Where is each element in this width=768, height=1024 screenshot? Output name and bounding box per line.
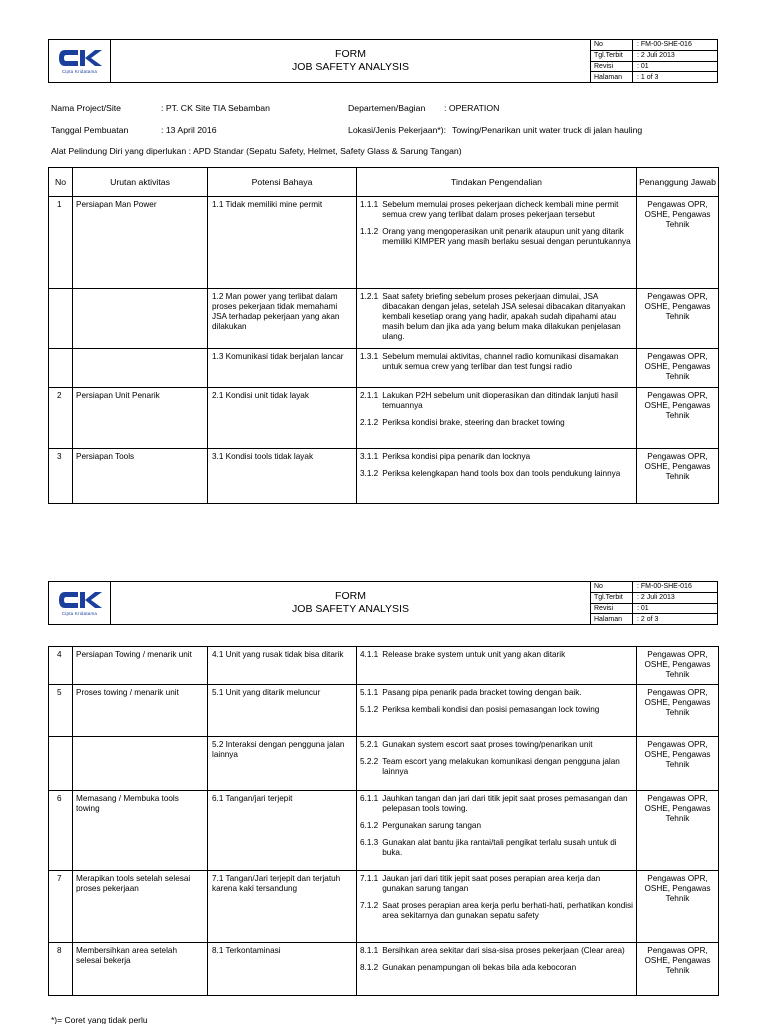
activity-cell: Merapikan tools setelah selesai proses pekerjaan (73, 871, 208, 943)
control-number: 6.1.2 (360, 821, 379, 830)
company-logo (49, 40, 111, 82)
control-number: 1.3.1 (360, 352, 379, 361)
control-number: 1.2.1 (360, 292, 379, 301)
control-item (360, 452, 633, 462)
activity-cell: Persiapan Man Power (73, 197, 208, 289)
hazard-cell: 8.1 Terkontaminasi (208, 943, 357, 996)
responsible-cell: Pengawas OPR, OSHE, Pengawas Tehnik (637, 388, 719, 449)
table-row (49, 388, 719, 449)
date-line (51, 125, 643, 135)
table-row (49, 685, 719, 737)
responsible-cell: Pengawas OPR, OSHE, Pengawas Tehnik (637, 791, 719, 871)
col-header-responsible: Penanggung Jawab (637, 168, 719, 197)
control-item (360, 418, 633, 428)
control-item (360, 874, 633, 894)
row-number: 4 (49, 647, 73, 685)
control-text: Orang yang mengoperasikan unit penarik ataupun unit yang ditarik memiliki KIMPER yang masih berlaku sesuai dengan peruntukannya (382, 227, 631, 246)
meta-value: : FM-00-SHE-016 (637, 41, 692, 49)
responsible-cell: Pengawas OPR, OSHE, Pengawas Tehnik (637, 647, 719, 685)
responsible-cell: Pengawas OPR, OSHE, Pengawas Tehnik (637, 349, 719, 388)
meta-value: : 01 (637, 604, 649, 612)
row-number (49, 289, 73, 349)
col-header-hazard: Potensi Bahaya (208, 168, 357, 197)
col-header-activity: Urutan aktivitas (73, 168, 208, 197)
logo-text: Cipta Kridatama (61, 611, 98, 616)
control-number: 8.1.2 (360, 963, 379, 972)
responsible-cell: Pengawas OPR, OSHE, Pengawas Tehnik (637, 449, 719, 504)
jsa-table-page1 (48, 167, 719, 504)
hazard-cell: 5.2 Interaksi dengan pengguna jalan lainnya (208, 737, 357, 791)
hazard-cell: 3.1 Kondisi tools tidak layak (208, 449, 357, 504)
control-number: 3.1.2 (360, 469, 379, 478)
meta-value: : 2 Juli 2013 (637, 52, 675, 60)
control-item (360, 740, 633, 750)
control-text: Gunakan system escort saat proses towing/penarikan unit (382, 740, 593, 749)
row-number: 1 (49, 197, 73, 289)
form-title-line1: FORM (335, 590, 366, 602)
control-cell (357, 791, 637, 871)
row-number: 5 (49, 685, 73, 737)
hazard-cell: 1.1 Tidak memiliki mine permit (208, 197, 357, 289)
form-title (111, 582, 590, 624)
control-number: 5.2.1 (360, 740, 379, 749)
meta-value: : 01 (637, 62, 649, 70)
control-number: 8.1.1 (360, 946, 379, 955)
control-cell (357, 197, 637, 289)
row-number: 2 (49, 388, 73, 449)
meta-label: Halaman (591, 72, 633, 82)
table-row (49, 449, 719, 504)
control-item (360, 821, 633, 831)
responsible-cell: Pengawas OPR, OSHE, Pengawas Tehnik (637, 943, 719, 996)
activity-cell: Memasang / Membuka tools towing (73, 791, 208, 871)
row-number (49, 737, 73, 791)
table-row (49, 197, 719, 289)
responsible-cell: Pengawas OPR, OSHE, Pengawas Tehnik (637, 871, 719, 943)
table-row (49, 349, 719, 388)
hazard-cell: 5.1 Unit yang ditarik meluncur (208, 685, 357, 737)
control-text: Jaukan jari dari titik jepit saat poses perapian area kerja dan gunakan sarung tangan (382, 874, 601, 893)
control-number: 7.1.2 (360, 901, 379, 910)
form-title-line1: FORM (335, 48, 366, 60)
control-number: 6.1.3 (360, 838, 379, 847)
table-header-row (49, 168, 719, 197)
table-row (49, 871, 719, 943)
meta-label: No (591, 582, 633, 592)
control-number: 2.1.1 (360, 391, 379, 400)
control-item (360, 200, 633, 220)
jsa-table-page2 (48, 646, 719, 996)
control-item (360, 705, 633, 715)
form-title-line2: JOB SAFETY ANALYSIS (292, 603, 409, 615)
control-cell (357, 647, 637, 685)
control-text: Sebelum memulai proses pekerjaan dicheck kembali mine permit semua crew yang terlibat dalam proses pekerjaan tersebut (382, 200, 619, 219)
apd-line: Alat Pelindung Diri yang diperlukan : APD Standar (Sepatu Safety, Helmet, Safety Glass & Sarung Tangan) (51, 146, 462, 156)
table-row (49, 943, 719, 996)
activity-cell (73, 349, 208, 388)
form-title-line2: JOB SAFETY ANALYSIS (292, 61, 409, 73)
activity-cell: Persiapan Unit Penarik (73, 388, 208, 449)
table-row (49, 289, 719, 349)
activity-cell (73, 737, 208, 791)
doc-meta-box (590, 40, 717, 82)
control-text: Release brake system untuk unit yang akan ditarik (382, 650, 566, 659)
control-text: Team escort yang melakukan komunikasi dengan pengguna jalan lainnya (382, 757, 620, 776)
control-item (360, 227, 633, 247)
page-number: : 1 of 3 (637, 73, 659, 81)
responsible-cell: Pengawas OPR, OSHE, Pengawas Tehnik (637, 737, 719, 791)
hazard-cell: 4.1 Unit yang rusak tidak bisa ditarik (208, 647, 357, 685)
dept-value: : OPERATION (444, 103, 500, 113)
dept-label: Departemen/Bagian (348, 103, 426, 113)
control-text: Saat safety briefing sebelum proses pekerjaan dimulai, JSA dibacakan dengan jelas, setelah JSA selesai dibacakan ditanyakan kembali kesetiap orang yang hadir, apakah sudah dipahami atau masih belum dan jika ada yang belum maka dilakukan penjelasan ulang. (382, 292, 626, 341)
control-number: 1.1.1 (360, 200, 379, 209)
meta-label: Tgl.Terbit (591, 593, 633, 603)
date-value: : 13 April 2016 (161, 125, 217, 135)
responsible-cell: Pengawas OPR, OSHE, Pengawas Tehnik (637, 685, 719, 737)
doc-meta-box (590, 582, 717, 624)
control-text: Gunakan alat bantu jika rantai/tali pengikat terlalu susah untuk di buka. (382, 838, 617, 857)
control-text: Periksa kelengkapan hand tools box dan tools pendukung lainnya (382, 469, 621, 478)
meta-label: Halaman (591, 614, 633, 624)
control-item (360, 469, 633, 479)
logo-text: Cipta Kridatama (61, 69, 98, 74)
hazard-cell: 2.1 Kondisi unit tidak layak (208, 388, 357, 449)
ck-logo-icon (57, 590, 103, 610)
page-number: : 2 of 3 (637, 615, 659, 623)
responsible-cell: Pengawas OPR, OSHE, Pengawas Tehnik (637, 289, 719, 349)
control-cell (357, 289, 637, 349)
hazard-cell: 1.3 Komunikasi tidak berjalan lancar (208, 349, 357, 388)
activity-cell (73, 289, 208, 349)
form-header-page1 (48, 39, 718, 83)
control-text: Sebelum memulai aktivitas, channel radio komunikasi disamakan untuk semua crew yang terlibar dan test fungsi radio (382, 352, 619, 371)
hazard-cell: 1.2 Man power yang terlibat dalam proses pekerjaan tidak memahami JSA terhadap pekerjaan yang akan dilakukan (208, 289, 357, 349)
control-cell (357, 737, 637, 791)
control-text: Saat proses perapian area kerja perlu berhati-hati, perhatikan kondisi area sekitarnya dan gunakan sepatu safety (382, 901, 633, 920)
activity-cell: Persiapan Towing / menarik unit (73, 647, 208, 685)
row-number: 6 (49, 791, 73, 871)
control-number: 5.1.2 (360, 705, 379, 714)
row-number (49, 349, 73, 388)
location-label: Lokasi/Jenis Pekerjaan*): (348, 125, 447, 135)
control-cell (357, 685, 637, 737)
control-number: 5.2.2 (360, 757, 379, 766)
control-number: 3.1.1 (360, 452, 379, 461)
control-text: Gunakan penampungan oli bekas bila ada kebocoran (382, 963, 577, 972)
control-text: Bersihkan area sekitar dari sisa-sisa proses pekerjaan (Clear area) (382, 946, 625, 955)
col-header-no: No (49, 168, 73, 197)
row-number: 8 (49, 943, 73, 996)
control-item (360, 292, 633, 342)
hazard-cell: 7.1 Tangan/Jari terjepit dan terjatuh karena kaki tersandung (208, 871, 357, 943)
meta-label: Tgl.Terbit (591, 51, 633, 61)
control-cell (357, 871, 637, 943)
ck-logo-icon (57, 48, 103, 68)
control-cell (357, 449, 637, 504)
meta-value: : FM-00-SHE-016 (637, 583, 692, 591)
control-text: Pergunakan sarung tangan (382, 821, 482, 830)
control-item (360, 391, 633, 411)
control-text: Periksa kondisi pipa penarik dan locknya (382, 452, 531, 461)
control-text: Pasang pipa penarik pada bracket towing dengan baik. (382, 688, 582, 697)
control-item (360, 688, 633, 698)
control-item (360, 963, 633, 973)
control-text: Jauhkan tangan dan jari dari titik jepit saat proses pemasangan dan pelepasan tools towing. (382, 794, 628, 813)
date-label: Tanggal Pembuatan (51, 125, 129, 135)
control-number: 1.1.2 (360, 227, 379, 236)
project-label: Nama Project/Site (51, 103, 122, 113)
col-header-control: Tindakan Pengendalian (357, 168, 637, 197)
control-item (360, 946, 633, 956)
meta-label: Revisi (591, 604, 633, 614)
control-item (360, 650, 633, 660)
control-cell (357, 349, 637, 388)
activity-cell: Membersihkan area setelah selesai bekerja (73, 943, 208, 996)
row-number: 7 (49, 871, 73, 943)
company-logo (49, 582, 111, 624)
control-cell (357, 388, 637, 449)
table-row (49, 737, 719, 791)
control-text: Periksa kembali kondisi dan posisi pemasangan lock towing (382, 705, 600, 714)
control-number: 2.1.2 (360, 418, 379, 427)
project-line (51, 103, 500, 113)
footnote: *)= Coret yang tidak perlu (51, 1015, 148, 1024)
control-item (360, 757, 633, 777)
meta-value: : 2 Juli 2013 (637, 594, 675, 602)
control-number: 6.1.1 (360, 794, 379, 803)
form-title (111, 40, 590, 82)
table-row (49, 647, 719, 685)
hazard-cell: 6.1 Tangan/jari terjepit (208, 791, 357, 871)
control-number: 7.1.1 (360, 874, 379, 883)
row-number: 3 (49, 449, 73, 504)
responsible-cell: Pengawas OPR, OSHE, Pengawas Tehnik (637, 197, 719, 289)
activity-cell: Proses towing / menarik unit (73, 685, 208, 737)
control-item (360, 901, 633, 921)
project-value: : PT. CK Site TIA Sebamban (161, 103, 270, 113)
form-header-page2 (48, 581, 718, 625)
control-cell (357, 943, 637, 996)
control-text: Lakukan P2H sebelum unit dioperasikan dan ditindak lanjuti hasil temuannya (382, 391, 618, 410)
location-value: Towing/Penarikan unit water truck di jalan hauling (452, 125, 643, 135)
control-number: 5.1.1 (360, 688, 379, 697)
control-item (360, 352, 633, 372)
control-number: 4.1.1 (360, 650, 379, 659)
control-item (360, 794, 633, 814)
table-row (49, 791, 719, 871)
control-text: Periksa kondisi brake, steering dan bracket towing (382, 418, 565, 427)
meta-label: No (591, 40, 633, 50)
activity-cell: Persiapan Tools (73, 449, 208, 504)
meta-label: Revisi (591, 62, 633, 72)
control-item (360, 838, 633, 858)
